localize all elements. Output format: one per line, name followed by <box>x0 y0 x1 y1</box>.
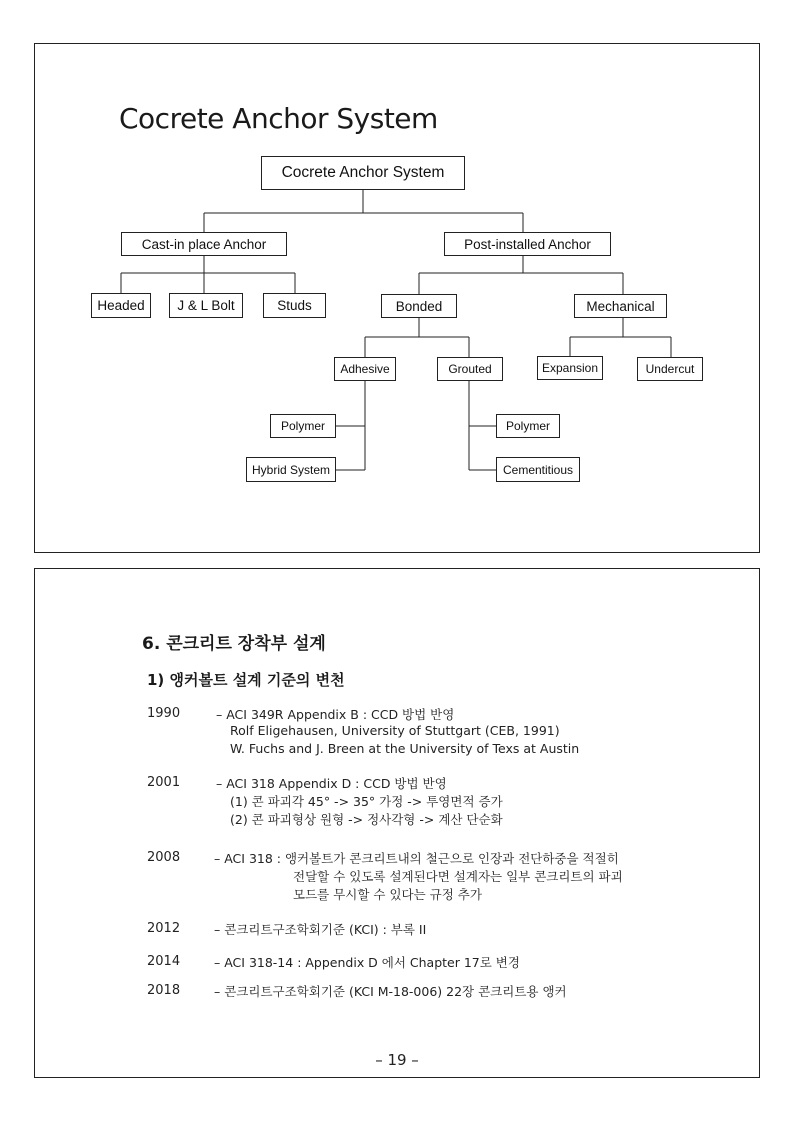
entry-year: 2001 <box>147 775 181 790</box>
node-bonded: Bonded <box>381 294 457 318</box>
entry-line: 전달할 수 있도록 설계된다면 설계자는 일부 콘크리트의 파괴 <box>293 869 623 884</box>
subsection-title: 1) 앵커볼트 설계 기준의 변천 <box>147 671 345 689</box>
node-jl-bolt: J & L Bolt <box>169 293 243 318</box>
entry-line: – 콘크리트구조학회기준 (KCI) : 부록 II <box>214 922 427 937</box>
node-mechanical: Mechanical <box>574 294 667 318</box>
page-number: – 19 – <box>375 1051 419 1069</box>
node-undercut: Undercut <box>637 357 703 381</box>
node-adhesive: Adhesive <box>334 357 396 381</box>
node-grouted: Grouted <box>437 357 503 381</box>
entry-year: 1990 <box>147 706 181 721</box>
entry-year: 2018 <box>147 983 181 998</box>
node-polymer-grouted: Polymer <box>496 414 560 438</box>
node-studs: Studs <box>263 293 326 318</box>
entry-line: Rolf Eligehausen, University of Stuttgart (CEB, 1991) <box>230 723 560 738</box>
entry-year: 2014 <box>147 954 181 969</box>
entry-line: 모드를 무시할 수 있다는 규정 추가 <box>293 887 482 902</box>
entry-year: 2012 <box>147 921 181 936</box>
slide-title: Cocrete Anchor System <box>119 102 438 135</box>
entry-line: – ACI 318 Appendix D : CCD 방법 반영 <box>216 776 447 791</box>
entry-line: (2) 콘 파괴형상 원형 -> 정사각형 -> 계산 단순화 <box>230 812 503 827</box>
node-expansion: Expansion <box>537 356 603 380</box>
node-post-installed: Post-installed Anchor <box>444 232 611 256</box>
slide-anchor-system <box>34 43 760 553</box>
node-polymer-adhesive: Polymer <box>270 414 336 438</box>
entry-year: 2008 <box>147 850 181 865</box>
node-cast-in-place: Cast-in place Anchor <box>121 232 287 256</box>
entry-line: – ACI 318-14 : Appendix D 에서 Chapter 17로 변경 <box>214 955 520 970</box>
entry-line: (1) 콘 파괴각 45° -> 35° 가정 -> 투영면적 증가 <box>230 794 503 809</box>
entry-line: – 콘크리트구조학회기준 (KCI M-18-006) 22장 콘크리트용 앵커 <box>214 984 567 999</box>
entry-line: W. Fuchs and J. Breen at the University of Texs at Austin <box>230 741 580 756</box>
entry-line: – ACI 318 : 앵커볼트가 콘크리트내의 철근으로 인장과 전단하중을 적절히 <box>214 851 619 866</box>
node-headed: Headed <box>91 293 151 318</box>
node-hybrid-system: Hybrid System <box>246 457 336 482</box>
section-title: 6. 콘크리트 장착부 설계 <box>142 634 326 654</box>
node-cementitious: Cementitious <box>496 457 580 482</box>
slide-design-criteria <box>34 568 760 1078</box>
node-root: Cocrete Anchor System <box>261 156 465 190</box>
entry-line: – ACI 349R Appendix B : CCD 방법 반영 <box>216 707 455 722</box>
